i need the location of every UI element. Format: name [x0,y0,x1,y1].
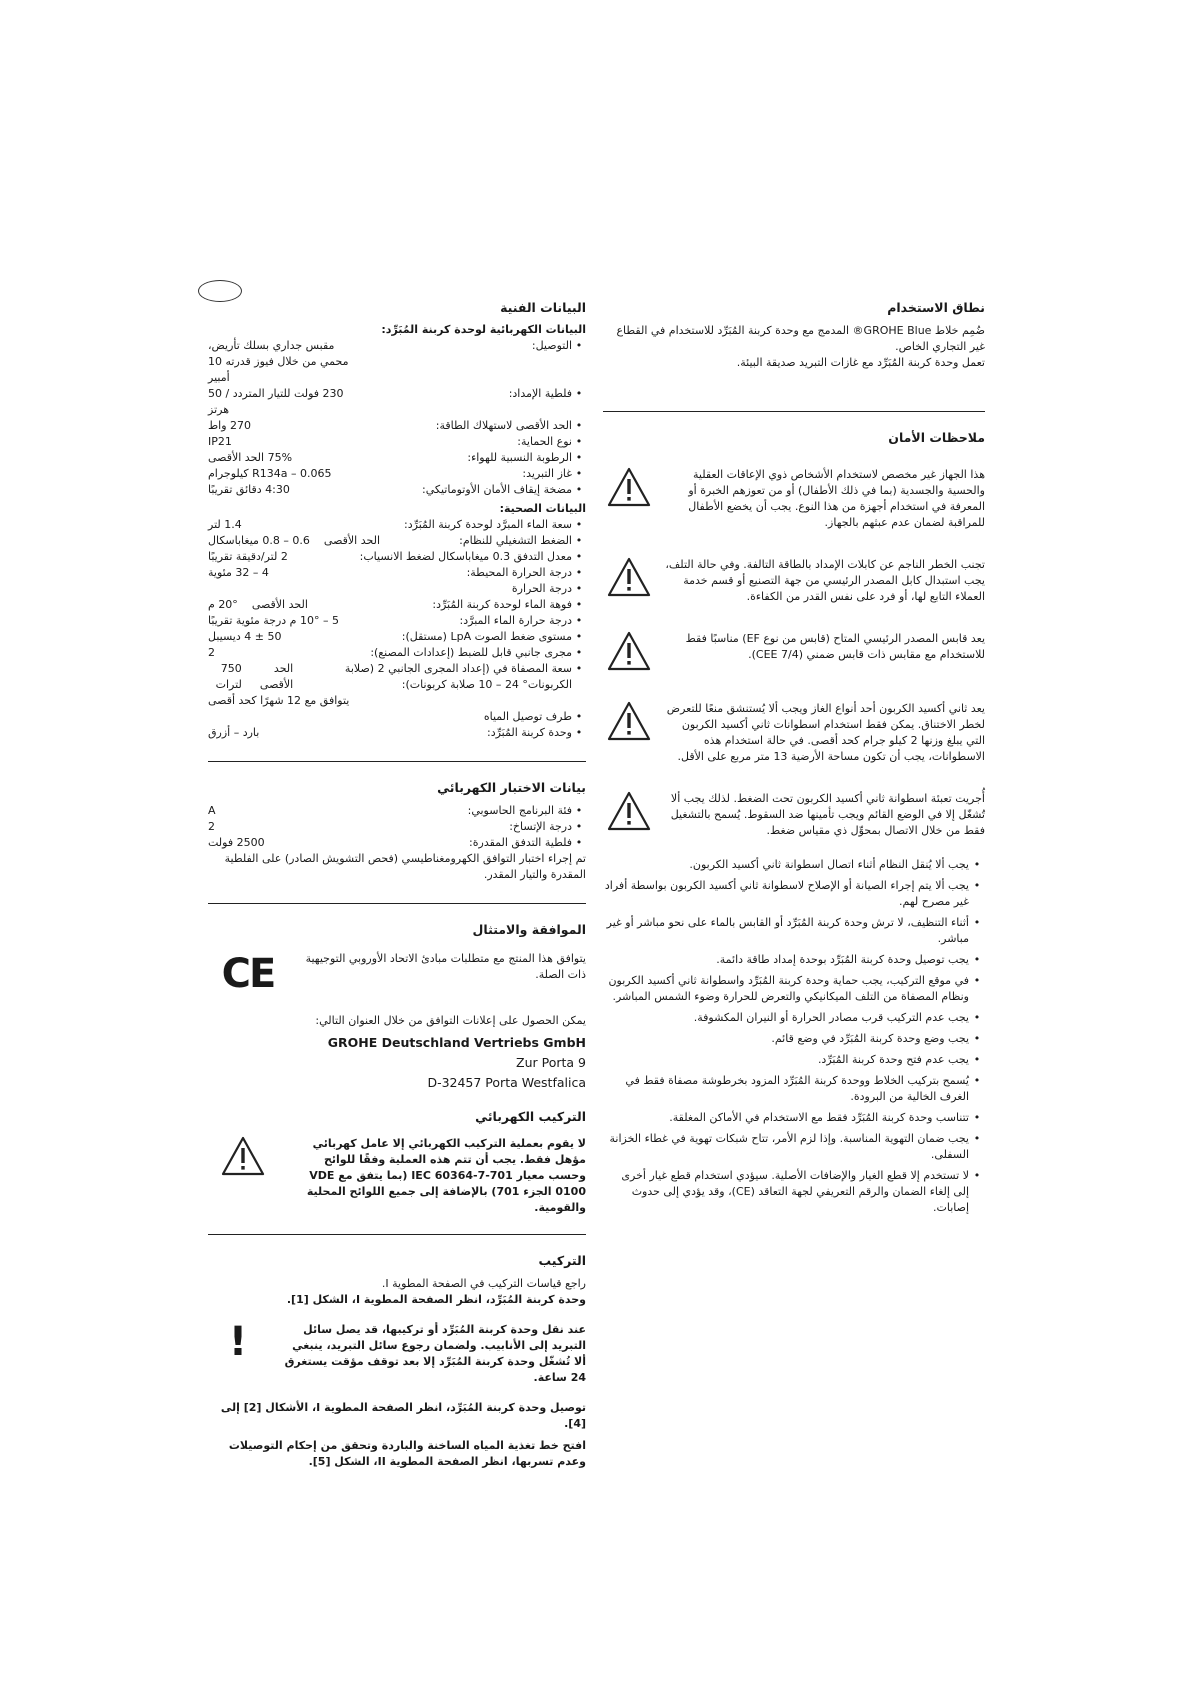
spec-label-text: غاز التبريد: [522,467,572,480]
spec-value: 4 – 32 مئوية [208,566,269,579]
spec-label-text: درجة الحرارة [511,582,572,595]
sanitary-spec-list [208,517,586,741]
spec-values [208,725,273,741]
warning-text: يعد ثاني أكسيد الكربون أحد أنواع الغاز ويجب ألا يُستنشق منعًا للتعرض لخطر الاختناق. يمكن فقط استخدام اسطوانات ثاني أكسيد الكربون التي يبلغ وزنها 2 كيلو جرام كحد أقصى. في حالة استخدام هذه الاسطوانات، يجب أن تكون مساحة الأرضية 13 متر مربع على الأقل. [666,702,985,763]
tech-title: البيانات الفنية [500,300,586,315]
spec-row [208,450,586,466]
spec-label-text: فوهة الماء لوحدة كربنة المُبَرِّد: [432,598,572,611]
spec-qualifier: الحد الأقصى [323,534,380,547]
spec-label-text: الحد الأقصى لاستهلاك الطاقة: [435,419,572,432]
spec-row [208,661,586,693]
list-item-text: يجب ضمان التهوية المناسبة. وإذا لزم الأمر، تتاح شبكات تهوية في غطاء الخزانة السفلى. [609,1132,969,1161]
exclamation-icon: ! [228,1319,248,1365]
warning-text: أُجريت تعبئة اسطوانة ثاني أكسيد الكربون تحت الضغط. لذلك يجب ألا تُشغّل إلا في الوضع القائم ويجب تأمينها ضد السقوط. يُسمح بالتشغيل فقط من خلال الاتصال بمحوِّل ذي مقياس ضغط. [670,792,985,837]
installation-line: وحدة كربنة المُبَرِّد، انظر الصفحة المطوية I، الشكل [1]. [286,1293,586,1306]
spec-label-text: درجة الإتساخ: [509,820,572,833]
spec-row [208,386,586,418]
spec-value: 270 واط [208,419,252,432]
spec-label [469,835,586,851]
right-column [603,300,985,1221]
spec-label [484,709,586,725]
spec-row [208,533,586,549]
address-intro: يمكن الحصول على إعلانات التوافق من خلال العنوان التالي: [315,1014,586,1027]
list-item-text: يجب عدم التركيب قرب مصادر الحرارة أو النيران المكشوفة. [693,1011,969,1024]
bullet-icon: • [973,974,981,987]
spec-label [460,613,586,629]
bullet-icon: • [973,1074,981,1087]
address-block [208,1033,586,1093]
spec-row [208,693,586,709]
warning-triangle-icon [208,1136,278,1180]
warning-triangle-icon [603,631,651,675]
spec-row [208,581,586,597]
bullet-icon: • [575,804,583,817]
divider [603,411,985,412]
bullet-icon: • [575,646,583,659]
bullet-icon: • [575,566,583,579]
spec-value: 2 [208,646,215,659]
list-item [603,1052,985,1068]
street: Zur Porta 9 [516,1055,586,1070]
company-name: GROHE Deutschland Vertriebs GmbH [327,1035,586,1050]
spec-row [208,819,586,835]
spec-row [208,725,586,741]
bullet-icon: • [973,879,981,892]
spec-row [208,613,586,629]
spec-label-text: نوع الحماية: [517,435,572,448]
safety-title: ملاحظات الأمان [888,430,985,445]
city: D-32457 Porta Westfalica [427,1075,586,1090]
spec-value: 50 ± 4 ديسيبل [208,630,282,643]
bullet-icon: • [973,1111,981,1124]
spec-value: يتوافق مع 12 شهرًا كحد أقصى [208,694,350,707]
spec-values [208,629,295,645]
installation-line: راجع قياسات التركيب في الصفحة المطوية I. [381,1277,586,1290]
spec-row [208,803,586,819]
bullet-icon: • [973,1169,981,1182]
spec-value: 4:30 دقائق تقريبًا [208,483,290,496]
electrical-spec-list [208,338,586,498]
spec-value: 1.4 لتر [208,518,242,531]
spec-row [208,434,586,450]
bullet-icon: • [973,1032,981,1045]
spec-label [436,418,586,434]
spec-row [208,565,586,581]
bullet-icon: • [973,1053,981,1066]
spec-qualifier: الحد الأقصى [259,662,294,691]
safety-warning [603,701,985,765]
bullet-icon: • [575,451,583,464]
spec-value: A [208,804,216,817]
warning-triangle-icon [603,467,651,511]
bullet-icon: • [575,582,583,595]
list-item-text: يجب ألا يتم إجراء الصيانة أو الإصلاح لاسطوانة ثاني أكسيد الكربون بواسطة أفراد غير مصرح لهم. [604,879,969,908]
installation-warning-text: عند نقل وحدة كربنة المُبَرِّد أو تركيبها، قد يصل سائل التبريد إلى الأنابيب. ولضمان رجوع سائل التبريد، ينبغي ألا تُشغّل وحدة كربنة المُبَرِّد إلا بعد توقف مؤقت يستغرق 24 ساعة. [284,1323,586,1384]
list-item-text: تتناسب وحدة كربنة المُبَرِّد فقط مع الاستخدام في الأماكن المغلقة. [669,1111,969,1124]
spec-values [208,581,222,597]
scope-title: نطاق الاستخدام [887,300,985,315]
spec-value: 750 لترات [215,662,242,691]
installation-line: توصيل وحدة كربنة المُبَرِّد، انظر الصفحة المطوية I، الأشكال [2] إلى [4]. [220,1401,586,1430]
spec-row [208,517,586,533]
installation-title: التركيب [538,1253,586,1268]
list-item [603,857,985,873]
spec-label [467,565,586,581]
spec-row [208,418,586,434]
spec-value: مقبس جداري بسلك تأريض، محمي من خلال فيوز قدرته 10 أمبير [208,339,349,384]
electrical-install-warning [208,1136,586,1216]
safety-warning [603,467,985,531]
bullet-icon: • [575,550,583,563]
bullet-icon: • [575,710,583,723]
spec-label-text: فلطية الإمداد: [508,387,572,400]
language-badge [198,280,242,302]
warning-text: هذا الجهاز غير مخصص لاستخدام الأشخاص ذوي الإعاقات العقلية والحسية والجسدية (بما في ذلك الأطفال) أو من تعوزهم الخبرة أو المعرفة في استخدام أجهزة من هذا النوع. يجب أن يخضع الأطفال للمراقبة لضمان عدم عبثهم بالجهاز. [688,468,985,529]
spec-row [208,629,586,645]
conformity-text: يتوافق هذا المنتج مع متطلبات مبادئ الاتحاد الأوروبي التوجيهية ذات الصلة. [305,952,586,981]
list-item [603,952,985,968]
scope-paragraph: تعمل وحدة كربنة المُبَرِّد مع غازات التبريد صديقة البيئة. [736,356,985,369]
bullet-icon: • [973,858,981,871]
spec-label-text: الرطوبة النسبية للهواء: [467,451,572,464]
spec-label [459,533,586,549]
bullet-icon: • [575,598,583,611]
bullet-icon: • [973,953,981,966]
safety-warning [603,631,985,675]
elec-test-note: تم إجراء اختبار التوافق الكهرومغناطيسي (فحص التشويش الصادر) على الفلطية المقدرة والتيار المقدر. [224,852,586,881]
spec-label [360,549,586,565]
list-item [603,1031,985,1047]
spec-label [370,645,586,661]
left-column [208,300,586,1470]
bullet-icon: • [575,534,583,547]
bullet-icon: • [973,916,981,929]
bullet-icon: • [575,518,583,531]
bullet-icon: • [575,820,583,833]
spec-label [468,803,586,819]
scope-paragraph: ضُمِم خلاط GROHE Blue® المدمج مع وحدة كربنة المُبَرِّد للاستخدام في القطاع غير التجاري الخاص. [616,324,985,353]
list-item-text: يُسمح بتركيب الخلاط ووحدة كربنة المُبَرِّد المزود بخرطوشة مصفاة فقط في الغرف الخالية من البرودة. [625,1074,969,1103]
spec-label [404,517,586,533]
spec-label [432,597,586,613]
spec-row [208,597,586,613]
bullet-icon: • [575,387,583,400]
spec-label-text: سعة المصفاة في (إعداد المجرى الجانبي 2 (صلابة الكربونات° 24 – 10 صلابة كربونات): [344,662,572,691]
spec-label-text: التوصيل: [531,339,572,352]
spec-row [208,645,586,661]
spec-value: 5 – 10° م درجة مئوية تقريبًا [208,614,339,627]
bullet-icon: • [575,836,583,849]
bullet-icon: • [575,435,583,448]
bullet-icon: • [575,662,583,675]
divider [208,903,586,904]
list-item-text: يجب عدم فتح وحدة كربنة المُبَرِّد. [817,1053,969,1066]
list-item-text: يجب ألا يُنقل النظام أثناء اتصال اسطوانة ثاني أكسيد الكربون. [689,858,969,871]
spec-values [208,597,308,613]
spec-values [208,565,283,581]
list-item [603,1010,985,1026]
spec-value: 2500 فولت [208,836,265,849]
electrical-install-title: التركيب الكهربائي [475,1109,586,1124]
spec-value: IP21 [208,435,232,448]
spec-values [208,645,229,661]
spec-label-text: مستوى ضغط الصوت LpA (مستقل): [401,630,572,643]
list-item [603,1073,985,1105]
spec-values [208,709,222,725]
spec-label-text: مضخة إيقاف الأمان الأوتوماتيكي: [422,483,572,496]
spec-value: 75% الحد الأقصى [208,451,293,464]
spec-label-text: فئة البرنامج الحاسوبي: [467,804,572,817]
spec-label-text: سعة الماء المبرَّد لوحدة كربنة المُبَرِّد: [404,518,572,531]
spec-values [208,613,353,629]
spec-value: بارد – أزرق [208,726,260,739]
conformity-title: الموافقة والامتثال [472,922,586,937]
spec-row [208,466,586,482]
spec-label [522,466,586,482]
spec-label [512,581,586,597]
bullet-icon: • [575,726,583,739]
bullet-icon: • [575,483,583,496]
spec-qualifier: الحد الأقصى [251,598,308,611]
electrical-subtitle: البيانات الكهربائية لوحدة كربنة المُبَرِّد: [381,323,586,336]
warning-triangle-icon [603,701,651,745]
spec-row [208,835,586,851]
bullet-icon: • [575,467,583,480]
safety-warning [603,557,985,605]
spec-label [467,450,586,466]
safety-bullet-list [603,857,985,1216]
warning-text: تجنب الخطر الناجم عن كابلات الإمداد بالطاقة التالفة. وفي حالة التلف، يجب استبدال كابل المصدر الرئيسي من جهة التصنيع أو قسم خدمة العملاء التابع لها، أو فرد على نفس القدر من الكفاءة. [665,558,985,603]
bullet-icon: • [973,1011,981,1024]
list-item [603,1131,985,1163]
spec-label [402,629,586,645]
spec-label [487,725,586,741]
spec-label-text: معدل التدفق 0.3 ميغاباسكال لضغط الانسياب: [359,550,572,563]
spec-values [208,693,363,709]
spec-label [509,386,586,418]
spec-row [208,549,586,565]
spec-row [208,338,586,386]
spec-value: 2 لتر/دقيقة تقريبًا [208,550,288,563]
sanitary-subtitle: البيانات الصحية: [499,502,586,515]
spec-label-text: درجة حرارة الماء المبرَّد: [459,614,572,627]
spec-label-text: طرف توصيل المياه [483,710,572,723]
bullet-icon: • [575,630,583,643]
safety-warning [603,791,985,839]
installation-line: افتح خط تغذية المياه الساخنة والباردة وتحقق من إحكام التوصيلات وعدم تسربها، انظر الصفحة المطوية II، الشكل [5]. [228,1439,586,1468]
list-item-text: أثناء التنظيف، لا ترش وحدة كربنة المُبَرِّد أو القابس بالماء على نحو مباشر أو غير مباشر. [606,916,969,945]
elec-test-title: بيانات الاختبار الكهربائي [437,780,586,795]
spec-label-text: الضغط التشغيلي للنظام: [459,534,572,547]
spec-values [208,517,256,533]
list-item [603,878,985,910]
spec-value: R134a – 0.065 كيلوجرام [208,467,332,480]
spec-label-text: درجة الحرارة المحيطة: [466,566,572,579]
spec-label [293,661,586,693]
list-item-text: لا تستخدم إلا قطع الغيار والإضافات الأصلية. سيؤدي استخدام قطع غيار أخرى إلى إلغاء الضمان والرقم التعريفي لجهة التعاقد (CE)، وقد يؤدي إلى حدوث إصابات. [621,1169,969,1214]
spec-values [208,533,380,549]
spec-values [208,661,293,693]
bullet-icon: • [973,1132,981,1145]
list-item-text: في موقع التركيب، يجب حماية وحدة كربنة المُبَرِّد واسطوانة ثاني أكسيد الكربون ونظام المصفاة من التلف الميكانيكي والتعرض للحرارة وضوء الشمس المباشر. [608,974,969,1003]
spec-value: 2 [208,820,215,833]
spec-label [532,338,586,386]
bullet-icon: • [575,419,583,432]
elec-test-spec-list [208,803,586,851]
spec-label [517,434,586,450]
ce-mark: CE [221,951,275,997]
spec-values [208,549,302,565]
list-item [603,915,985,947]
spec-value: 230 فولت للتيار المتردد / 50 هرتز [208,387,344,416]
warning-text: يعد قابس المصدر الرئيسي المتاح (قابس من نوع EF) مناسبًا فقط للاستخدام مع مقابس ذات قابس ضمني (CEE 7/4). [685,632,985,661]
spec-label-text: مجرى جانبي قابل للضبط (إعدادات المصنع): [370,646,572,659]
installation-warning [208,1319,586,1386]
spec-label-text: فلطية التدفق المقدرة: [469,836,572,849]
list-item-text: يجب توصيل وحدة كربنة المُبَرِّد بوحدة إمداد طاقة دائمة. [716,953,969,966]
warning-triangle-icon [603,791,651,835]
spec-label [509,819,586,835]
bullet-icon: • [575,614,583,627]
divider [208,761,586,762]
spec-row [208,709,586,725]
spec-value: 20° م [208,598,238,611]
electrical-install-text: لا يقوم بعملية التركيب الكهربائي إلا عامل كهربائي مؤهل فقط. يجب أن تتم هذه العملية وفقًا للوائح وحسب معيار IEC 60364-7-701 (بما يتفق مع VDE 0100 الجزء 701) بالإضافة إلى جميع اللوائح المحلية والقومية. [306,1137,586,1214]
safety-warnings [603,467,985,839]
spec-label [422,482,586,498]
divider [208,1234,586,1235]
spec-row [208,482,586,498]
warning-triangle-icon [603,557,651,601]
list-item-text: يجب وضع وحدة كربنة المُبَرِّد في وضع قائم. [771,1032,969,1045]
conformity-block [208,951,586,997]
list-item [603,1168,985,1216]
spec-label-text: وحدة كربنة المُبَرِّد: [487,726,572,739]
list-item [603,973,985,1005]
bullet-icon: • [575,339,583,352]
spec-value: 0.6 – 0.8 ميغاباسكال [208,534,310,547]
list-item [603,1110,985,1126]
